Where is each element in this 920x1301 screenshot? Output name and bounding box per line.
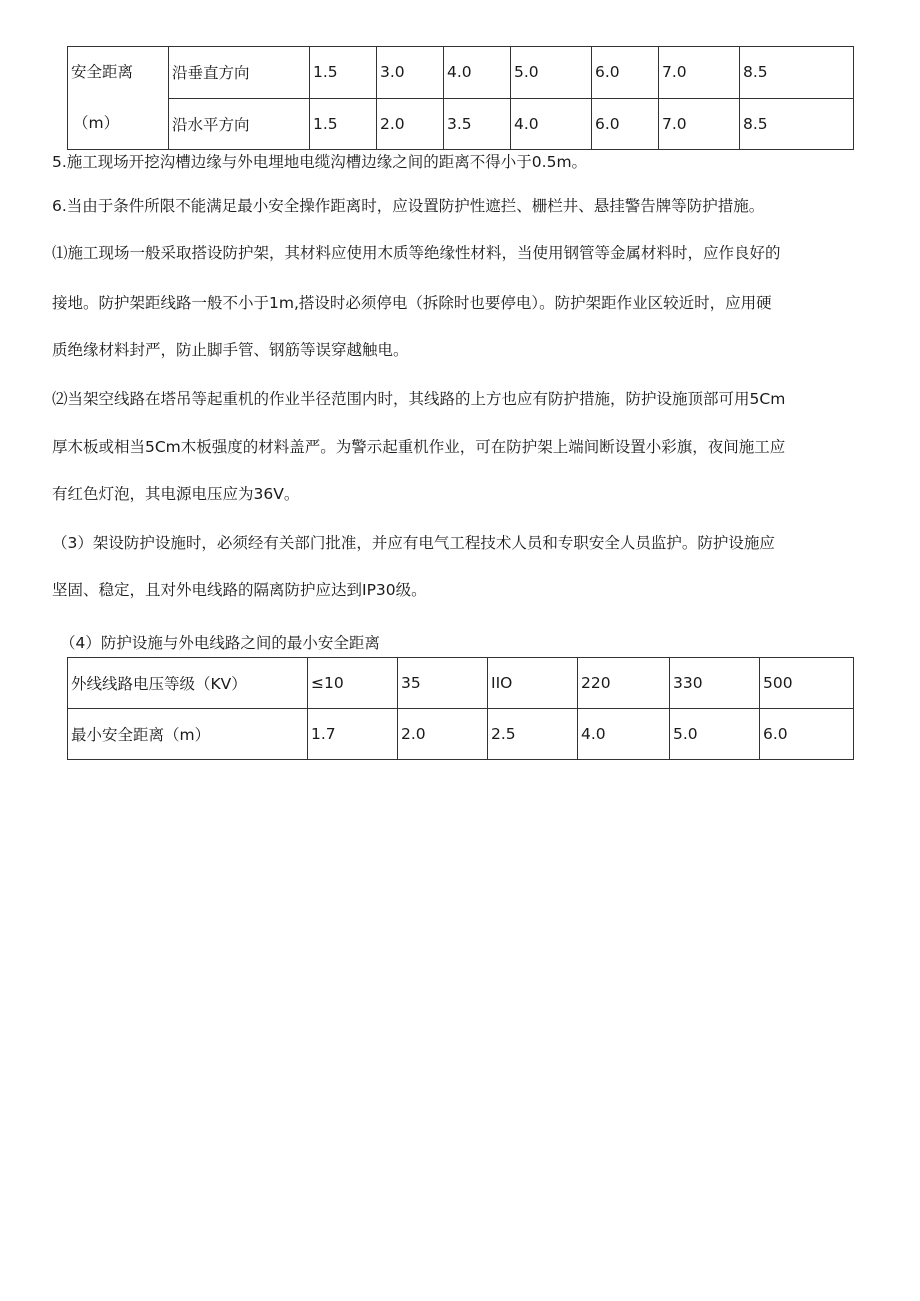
distance-cell: 2.0 <box>398 709 488 760</box>
paragraph-6-1-line: 质绝缘材料封严，防止脚手管、钢筋等误穿越触电。 <box>52 341 409 359</box>
paragraph-6-1-line: 接地。防护架距线路一般不小于1m,搭设时必须停电（拆除时也要停电）。防护架距作业区较近时，应用硬 <box>52 294 772 312</box>
value-cell: 2.0 <box>377 98 444 150</box>
paragraph-6-2-line: 有红色灯泡，其电源电压应为36V。 <box>52 485 300 503</box>
label-line-2: （m） <box>73 114 120 132</box>
value-cell: 1.5 <box>310 47 377 99</box>
distance-cell: 1.7 <box>308 709 398 760</box>
direction-cell: 沿水平方向 <box>169 98 310 150</box>
paragraph-6-4-caption: （4）防护设施与外电线路之间的最小安全距离 <box>60 634 380 652</box>
label-line-1: 安全距离 <box>71 63 134 81</box>
voltage-cell: 35 <box>398 658 488 709</box>
table-row <box>68 98 854 150</box>
voltage-cell: 220 <box>578 658 670 709</box>
safety-distance-table <box>67 46 854 150</box>
value-cell: 4.0 <box>444 47 511 99</box>
value-cell: 4.0 <box>511 98 592 150</box>
value-cell: 8.5 <box>740 98 854 150</box>
paragraph-6-3-line: 坚固、稳定，且对外电线路的隔离防护应达到IP30级。 <box>52 581 427 599</box>
value-cell: 8.5 <box>740 47 854 99</box>
value-cell: 5.0 <box>511 47 592 99</box>
min-distance-label: 最小安全距离（m） <box>68 709 308 760</box>
paragraph-5: 5.施工现场开挖沟槽边缘与外电埋地电缆沟槽边缘之间的距离不得小于0.5m。 <box>52 153 588 171</box>
paragraph-6-1-line: ⑴施工现场一般采取搭设防护架，其材料应使用木质等绝缘性材料，当使用钢管等金属材料时，应作良好的 <box>52 244 781 262</box>
distance-cell: 2.5 <box>488 709 578 760</box>
voltage-level-label: 外线线路电压等级（KV） <box>68 658 308 709</box>
safety-distance-label <box>68 47 169 150</box>
value-cell: 1.5 <box>310 98 377 150</box>
direction-cell: 沿垂直方向 <box>169 47 310 99</box>
distance-cell: 5.0 <box>670 709 760 760</box>
paragraph-6: 6.当由于条件所限不能满足最小安全操作距离时，应设置防护性遮拦、栅栏井、悬挂警告牌等防护措施。 <box>52 197 765 215</box>
table-row <box>68 47 854 99</box>
value-cell: 3.5 <box>444 98 511 150</box>
value-cell: 6.0 <box>592 47 659 99</box>
paragraph-6-2-line: ⑵当架空线路在塔吊等起重机的作业半径范围内时，其线路的上方也应有防护措施，防护设施顶部可用5Cm <box>52 390 786 408</box>
voltage-cell: ≤10 <box>308 658 398 709</box>
voltage-cell: IIO <box>488 658 578 709</box>
paragraph-6-2-line: 厚木板或相当5Cm木板强度的材料盖严。为警示起重机作业，可在防护架上端间断设置小彩旗，夜间施工应 <box>52 438 786 456</box>
value-cell: 7.0 <box>659 98 740 150</box>
paragraph-6-3-line: （3）架设防护设施时，必须经有关部门批准，并应有电气工程技术人员和专职安全人员监护。防护设施应 <box>52 534 775 552</box>
table-row <box>68 709 854 760</box>
distance-cell: 4.0 <box>578 709 670 760</box>
voltage-cell: 330 <box>670 658 760 709</box>
distance-cell: 6.0 <box>760 709 854 760</box>
value-cell: 3.0 <box>377 47 444 99</box>
table-row <box>68 658 854 709</box>
voltage-cell: 500 <box>760 658 854 709</box>
protection-distance-table <box>67 657 854 760</box>
value-cell: 6.0 <box>592 98 659 150</box>
value-cell: 7.0 <box>659 47 740 99</box>
